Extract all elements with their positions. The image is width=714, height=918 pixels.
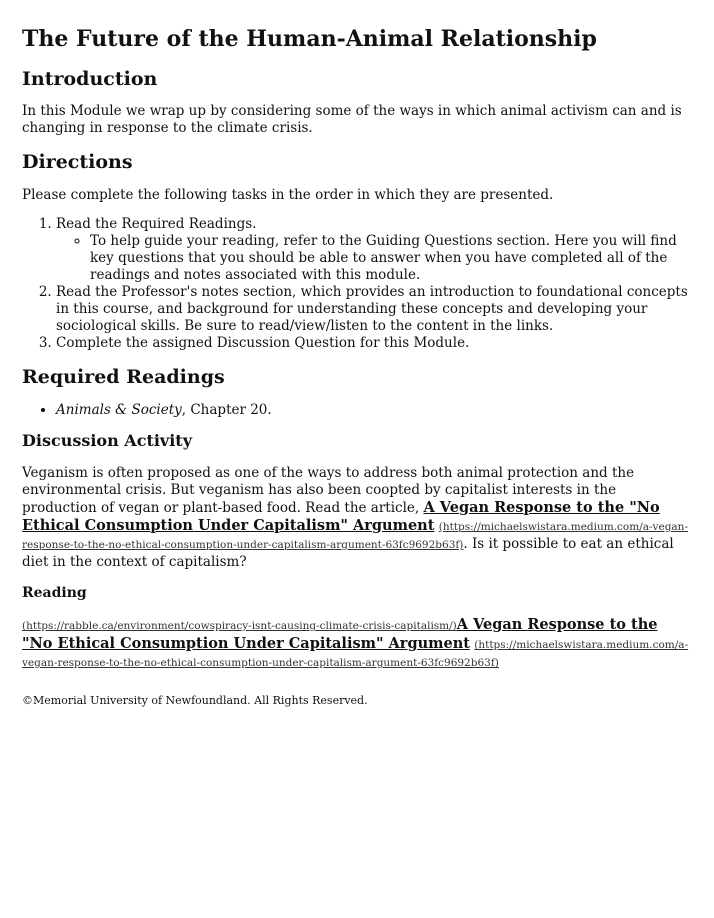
directions-intro: Please complete the following tasks in the order in which they are presented. [22, 187, 554, 203]
discussion-text-before: Veganism is often proposed as one of the ways to address both animal protection and the environmental crisis. But veganism has also been coopted by capitalist interests in the production of vegan or plant-based food. Read the article, [22, 464, 635, 516]
reading-heading: Reading [22, 584, 87, 601]
book-title: Animals & Society [56, 401, 182, 418]
discussion-text [22, 465, 692, 571]
introduction-text: In this Module we wrap up by considering some of the ways in which animal activism can and is changing in response to the climate crisis. [22, 103, 682, 137]
rabble-url[interactable]: (https://rabble.ca/environment/cowspiracy-isnt-causing-climate-crisis-capitalism/) [22, 620, 457, 633]
directions-list [22, 216, 692, 352]
list-item: 3. Complete the assigned Discussion Question for this Module. [56, 335, 692, 352]
article-link[interactable]: A Vegan Response to the "No Ethical Consumption Under Capitalism" Argument [22, 498, 660, 534]
book-chapter: , Chapter 20. [181, 401, 272, 418]
reading-article-url[interactable]: (https://michaelswistara.medium.com/a-vegan-response-to-the-no-ethical-consumption-under-capitalism-argument-63fc9692b63f) [22, 639, 689, 670]
article-url[interactable]: (https://michaelswistara.medium.com/a-vegan-response-to-the-no-ethical-consumption-under-capitalism-argument-63fc9692b63f) [22, 520, 688, 551]
required-readings-list [22, 402, 692, 419]
reading-article-link[interactable]: A Vegan Response to the "No Ethical Consumption Under Capitalism" Argument [22, 616, 658, 653]
discussion-text-after: . Is it possible to eat an ethical diet in the context of capitalism? [22, 535, 674, 570]
discussion-heading: Discussion Activity [22, 430, 192, 450]
reading-links [22, 616, 692, 672]
step-1-text: Read the Required Readings. [56, 216, 257, 232]
directions-heading: Directions [22, 151, 133, 174]
list-item: ◦ To help guide your reading, refer to the Guiding Questions section. Here you will find key questions that you should be able to answer when you have completed all of the readings and notes associated with this module. [90, 233, 692, 284]
required-readings-heading: Required Readings [22, 366, 225, 388]
introduction-heading: Introduction [22, 67, 158, 90]
list-item [56, 216, 692, 284]
page-title: The Future of the Human-Animal Relationship [22, 26, 597, 52]
list-item [56, 402, 692, 419]
copyright-notice: ©Memorial University of Newfoundland. All Rights Reserved. [22, 694, 368, 708]
list-item: 2. Read the Professor's notes section, which provides an introduction to foundational concepts in this course, and background for understanding these concepts and developing your sociological skills. Be sure to read/view/listen to the content in the links. [56, 284, 692, 335]
